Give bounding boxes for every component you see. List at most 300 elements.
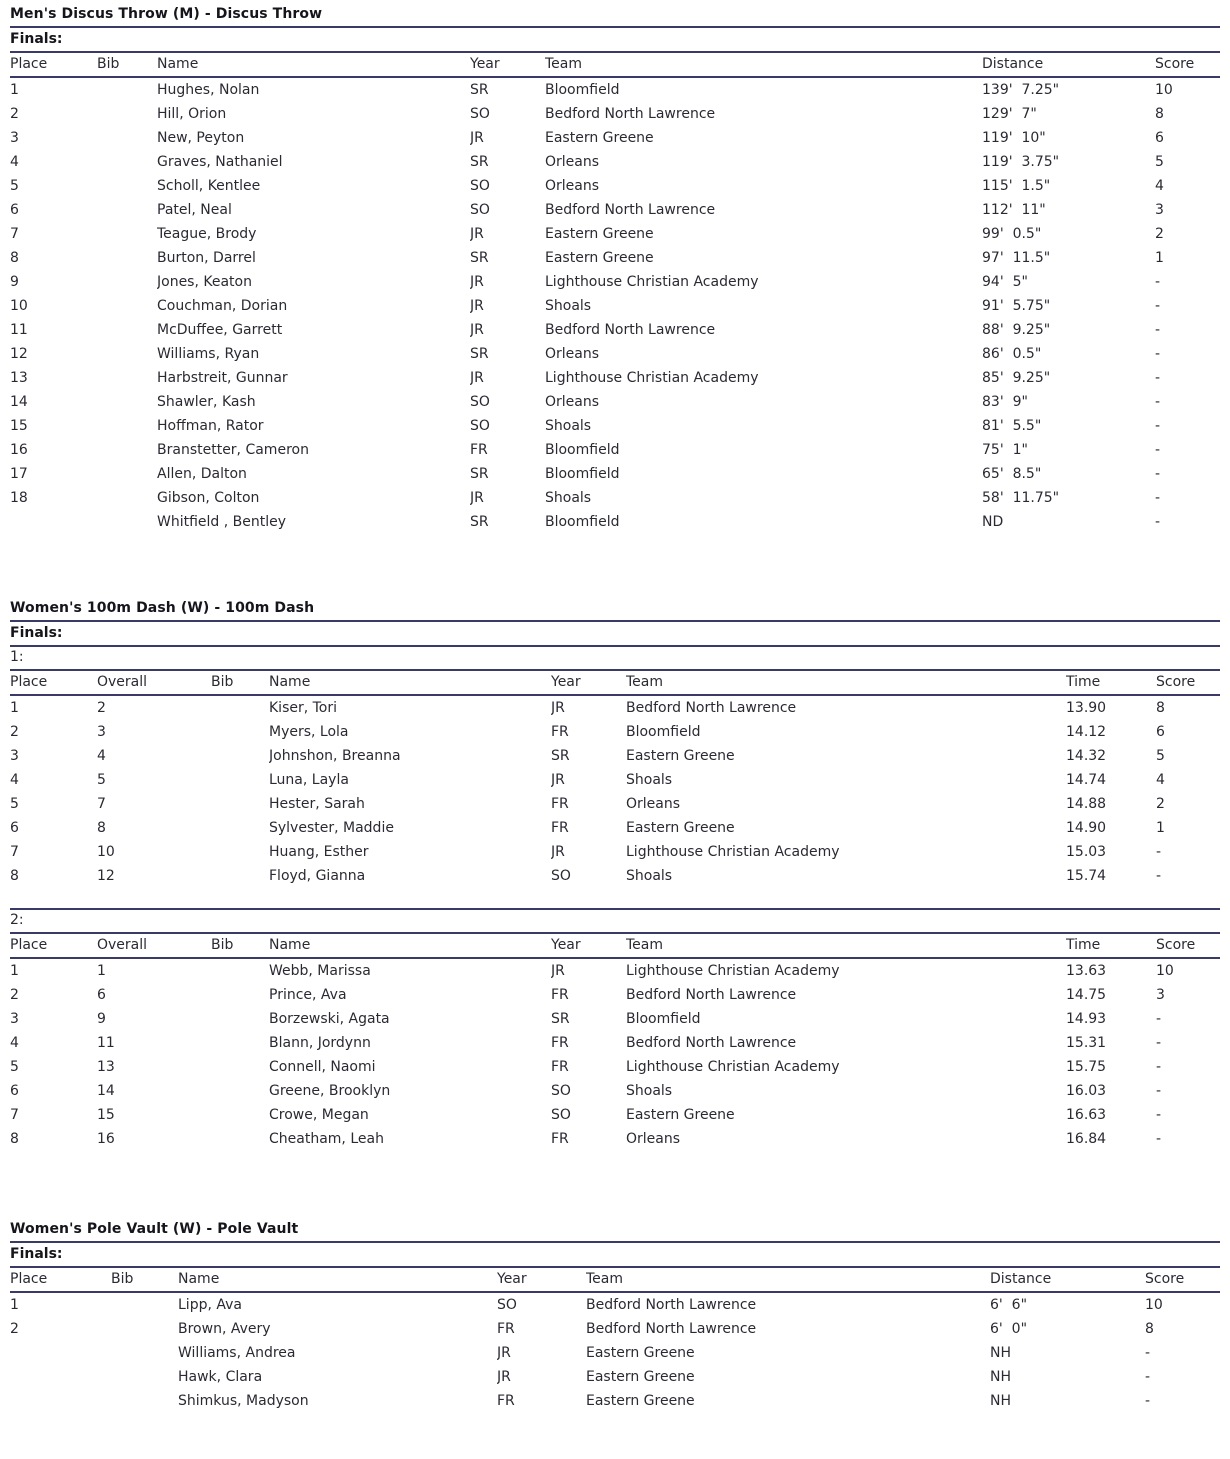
cell-team: Bedford North Lawrence [586,1321,757,1337]
results-table [10,1268,1220,1413]
table-row [10,366,1220,390]
table-row [10,342,1220,366]
cell-name: Williams, Andrea [178,1345,296,1361]
cell-score: - [1155,322,1161,338]
cell-name: Huang, Esther [269,844,369,860]
cell-name: Brown, Avery [178,1321,271,1337]
cell-name: McDuffee, Garrett [157,322,283,338]
column-header-bib: Bib [211,671,269,695]
cell-name: Scholl, Kentlee [157,178,261,194]
cell-name: Crowe, Megan [269,1107,369,1123]
table-row [10,438,1220,462]
cell-bib [211,1103,269,1127]
cell-distance: 81' 5.5" [982,418,1042,434]
cell-name: New, Peyton [157,130,245,146]
table-row [10,1389,1220,1413]
cell-score: - [1145,1345,1151,1361]
table-row [10,102,1220,126]
cell-bib [111,1341,178,1365]
cell-year: JR [470,322,484,338]
cell-overall: 1 [97,963,106,979]
table-row [10,1292,1220,1317]
table-row [10,486,1220,510]
cell-score: - [1155,490,1161,506]
cell-score: 4 [1156,772,1165,788]
cell-year: FR [551,1035,569,1051]
heat-block-2 [10,908,1220,1151]
cell-place: 1 [10,1297,19,1313]
cell-bib [97,510,157,534]
cell-team: Lighthouse Christian Academy [626,1059,840,1075]
cell-place: 12 [10,346,28,362]
cell-name: Branstetter, Cameron [157,442,309,458]
cell-score: - [1156,1131,1162,1147]
cell-team: Bloomfield [545,514,620,530]
table-row [10,1031,1220,1055]
cell-distance: 119' 10" [982,130,1046,146]
cell-place: 1 [10,700,19,716]
column-header-bib: Bib [111,1268,178,1292]
table-row [10,840,1220,864]
cell-team: Eastern Greene [545,226,654,242]
cell-name: Teague, Brody [157,226,257,242]
column-header-bib: Bib [211,934,269,958]
cell-distance: NH [990,1393,1011,1409]
cell-team: Eastern Greene [586,1345,695,1361]
column-header-team: Team [545,53,982,77]
cell-year: JR [470,226,484,242]
column-header-time: Time [1066,934,1156,958]
cell-time: 16.03 [1066,1083,1107,1099]
cell-bib [97,270,157,294]
cell-score: - [1155,346,1161,362]
cell-place: 10 [10,298,28,314]
cell-name: Hughes, Nolan [157,82,260,98]
cell-year: JR [470,274,484,290]
results-block [10,1268,1220,1413]
cell-score: 3 [1156,987,1165,1003]
cell-team: Bedford North Lawrence [626,700,797,716]
cell-name: Allen, Dalton [157,466,247,482]
cell-time: 13.90 [1066,700,1107,716]
cell-score: - [1145,1393,1151,1409]
cell-score: - [1156,1083,1162,1099]
cell-name: Williams, Ryan [157,346,260,362]
cell-time: 16.84 [1066,1131,1107,1147]
cell-team: Bedford North Lawrence [626,1035,797,1051]
cell-year: SR [551,1011,570,1027]
column-header-year: Year [551,934,626,958]
column-header-name: Name [269,671,551,695]
cell-name: Hill, Orion [157,106,227,122]
cell-team: Lighthouse Christian Academy [626,963,840,979]
cell-place: 4 [10,154,19,170]
cell-time: 14.90 [1066,820,1107,836]
cell-name: Harbstreit, Gunnar [157,370,288,386]
table-row [10,198,1220,222]
cell-team: Bloomfield [545,442,620,458]
cell-distance: ND [982,514,1004,530]
table-row [10,318,1220,342]
cell-team: Bedford North Lawrence [545,202,716,218]
cell-year: SR [470,250,489,266]
column-header-distance: Distance [982,53,1155,77]
table-row [10,1127,1220,1151]
cell-team: Eastern Greene [626,748,735,764]
cell-score: 3 [1155,202,1164,218]
cell-name: Prince, Ava [269,987,347,1003]
cell-overall: 11 [97,1035,115,1051]
cell-overall: 3 [97,724,106,740]
table-row [10,1341,1220,1365]
cell-time: 14.88 [1066,796,1107,812]
cell-year: JR [551,963,565,979]
column-header-team: Team [586,1268,990,1292]
column-header-place: Place [10,53,97,77]
cell-team: Bedford North Lawrence [545,106,716,122]
table-row [10,246,1220,270]
cell-bib [97,342,157,366]
cell-distance: 112' 11" [982,202,1046,218]
table-row [10,744,1220,768]
cell-score: 5 [1156,748,1165,764]
cell-name: Connell, Naomi [269,1059,376,1075]
cell-bib [97,366,157,390]
cell-name: Sylvester, Maddie [269,820,394,836]
cell-overall: 4 [97,748,106,764]
cell-distance: 119' 3.75" [982,154,1060,170]
round-label: Finals: [10,28,1220,53]
cell-distance: 83' 9" [982,394,1028,410]
table-row [10,222,1220,246]
cell-place: 8 [10,1131,19,1147]
cell-team: Shoals [626,772,673,788]
cell-bib [211,768,269,792]
cell-distance: 91' 5.75" [982,298,1051,314]
cell-time: 14.74 [1066,772,1107,788]
cell-time: 15.75 [1066,1059,1107,1075]
cell-bib [211,840,269,864]
cell-place: 1 [10,82,19,98]
cell-bib [211,1079,269,1103]
cell-name: Hawk, Clara [178,1369,263,1385]
cell-team: Bedford North Lawrence [545,322,716,338]
event-title: Men's Discus Throw (M) - Discus Throw [10,6,1220,28]
cell-year: JR [470,370,484,386]
column-header-bib: Bib [97,53,157,77]
cell-distance: 97' 11.5" [982,250,1051,266]
cell-name: Patel, Neal [157,202,232,218]
cell-score: 1 [1155,250,1164,266]
cell-time: 16.63 [1066,1107,1107,1123]
cell-distance: 6' 6" [990,1297,1028,1313]
cell-year: SR [470,466,489,482]
cell-time: 13.63 [1066,963,1107,979]
cell-score: 2 [1155,226,1164,242]
cell-team: Orleans [545,154,600,170]
cell-bib [111,1317,178,1341]
header-row [10,53,1220,77]
cell-score: 10 [1155,82,1173,98]
cell-bib [97,318,157,342]
table-row [10,174,1220,198]
cell-bib [97,174,157,198]
cell-distance: 115' 1.5" [982,178,1051,194]
cell-bib [211,1031,269,1055]
cell-score: - [1155,514,1161,530]
header-row [10,934,1220,958]
column-header-score: Score [1155,53,1220,77]
cell-name: Luna, Layla [269,772,349,788]
cell-year: FR [551,724,569,740]
cell-score: 2 [1156,796,1165,812]
cell-place: 18 [10,490,28,506]
cell-bib [211,720,269,744]
cell-team: Bloomfield [626,724,701,740]
cell-bib [97,246,157,270]
cell-distance: 129' 7" [982,106,1037,122]
cell-overall: 6 [97,987,106,1003]
cell-year: SR [470,154,489,170]
cell-score: - [1156,844,1162,860]
cell-bib [211,983,269,1007]
cell-place: 7 [10,844,19,860]
column-header-place: Place [10,1268,111,1292]
table-row [10,462,1220,486]
cell-bib [211,958,269,983]
cell-score: 10 [1156,963,1174,979]
table-row [10,864,1220,888]
cell-team: Lighthouse Christian Academy [545,274,759,290]
cell-overall: 12 [97,868,115,884]
table-row [10,958,1220,983]
cell-place: 2 [10,1321,19,1337]
cell-time: 14.93 [1066,1011,1107,1027]
cell-place: 4 [10,772,19,788]
cell-time: 15.74 [1066,868,1107,884]
table-row [10,150,1220,174]
cell-name: Graves, Nathaniel [157,154,283,170]
cell-name: Blann, Jordynn [269,1035,371,1051]
cell-year: SR [470,346,489,362]
cell-bib [97,414,157,438]
cell-score: - [1155,466,1161,482]
cell-place: 16 [10,442,28,458]
cell-year: FR [551,987,569,1003]
cell-overall: 5 [97,772,106,788]
cell-team: Shoals [626,1083,673,1099]
cell-place [10,1389,111,1413]
table-row [10,1365,1220,1389]
cell-year: JR [470,298,484,314]
cell-time: 14.32 [1066,748,1107,764]
cell-team: Eastern Greene [545,250,654,266]
cell-name: Cheatham, Leah [269,1131,384,1147]
table-row [10,414,1220,438]
cell-name: Burton, Darrel [157,250,256,266]
table-row [10,126,1220,150]
cell-place: 6 [10,820,19,836]
cell-place: 5 [10,796,19,812]
cell-score: - [1145,1369,1151,1385]
cell-score: - [1155,418,1161,434]
event-title: Women's 100m Dash (W) - 100m Dash [10,600,1220,622]
cell-year: FR [551,1059,569,1075]
header-row [10,671,1220,695]
event-section-mens-discus [10,6,1220,534]
cell-score: 1 [1156,820,1165,836]
cell-place: 3 [10,1011,19,1027]
cell-bib [111,1292,178,1317]
cell-year: SO [470,106,490,122]
cell-year: SO [551,868,571,884]
cell-year: FR [551,796,569,812]
cell-place: 3 [10,130,19,146]
cell-year: SO [470,178,490,194]
results-block [10,53,1220,534]
cell-year: SO [470,394,490,410]
cell-overall: 16 [97,1131,115,1147]
cell-score: - [1156,1035,1162,1051]
cell-year: JR [470,130,484,146]
cell-bib [211,792,269,816]
cell-bib [211,1055,269,1079]
cell-score: - [1156,868,1162,884]
cell-place: 8 [10,868,19,884]
cell-score: - [1155,442,1161,458]
heat-label: 2: [10,910,1220,934]
cell-name: Webb, Marissa [269,963,371,979]
cell-year: JR [551,844,565,860]
table-row [10,294,1220,318]
cell-place: 14 [10,394,28,410]
cell-time: 15.31 [1066,1035,1107,1051]
cell-place: 7 [10,226,19,242]
cell-team: Bedford North Lawrence [626,987,797,1003]
cell-year: FR [497,1393,515,1409]
cell-distance: 58' 11.75" [982,490,1060,506]
cell-team: Orleans [626,1131,681,1147]
column-header-year: Year [551,671,626,695]
cell-score: 6 [1155,130,1164,146]
cell-bib [97,294,157,318]
column-header-score: Score [1145,1268,1220,1292]
cell-team: Orleans [545,346,600,362]
cell-distance: 86' 0.5" [982,346,1042,362]
cell-bib [97,198,157,222]
column-header-name: Name [178,1268,497,1292]
cell-place: 6 [10,202,19,218]
column-header-overall: Overall [97,671,211,695]
results-table [10,53,1220,534]
cell-team: Shoals [545,490,592,506]
cell-bib [97,486,157,510]
cell-score: 10 [1145,1297,1163,1313]
column-header-distance: Distance [990,1268,1145,1292]
cell-year: SO [497,1297,517,1313]
table-row [10,1079,1220,1103]
cell-year: FR [497,1321,515,1337]
cell-place: 4 [10,1035,19,1051]
cell-place: 6 [10,1083,19,1099]
cell-bib [111,1389,178,1413]
results-table [10,934,1220,1151]
cell-bib [211,816,269,840]
heat-label: 1: [10,647,1220,671]
cell-distance: 94' 5" [982,274,1028,290]
column-header-team: Team [626,934,1066,958]
table-row [10,390,1220,414]
cell-place: 3 [10,748,19,764]
cell-place: 2 [10,724,19,740]
cell-overall: 8 [97,820,106,836]
cell-place: 15 [10,418,28,434]
cell-team: Eastern Greene [626,1107,735,1123]
cell-score: 8 [1156,700,1165,716]
cell-team: Orleans [545,394,600,410]
cell-bib [97,126,157,150]
table-row [10,768,1220,792]
table-row [10,816,1220,840]
cell-distance: 139' 7.25" [982,82,1060,98]
cell-score: 4 [1155,178,1164,194]
cell-team: Bedford North Lawrence [586,1297,757,1313]
cell-overall: 2 [97,700,106,716]
cell-year: SO [551,1107,571,1123]
results-table [10,671,1220,888]
cell-place: 11 [10,322,28,338]
cell-bib [111,1365,178,1389]
cell-place: 5 [10,1059,19,1075]
column-header-place: Place [10,671,97,695]
cell-name: Hester, Sarah [269,796,365,812]
round-label: Finals: [10,622,1220,647]
cell-team: Eastern Greene [586,1393,695,1409]
cell-distance: 85' 9.25" [982,370,1051,386]
cell-score: 8 [1145,1321,1154,1337]
cell-year: SO [470,202,490,218]
cell-year: SO [470,418,490,434]
cell-year: SR [470,514,489,530]
cell-name: Jones, Keaton [157,274,252,290]
column-header-name: Name [157,53,470,77]
column-header-year: Year [470,53,545,77]
cell-place: 9 [10,274,19,290]
cell-score: 5 [1155,154,1164,170]
table-row [10,1103,1220,1127]
cell-name: Kiser, Tori [269,700,338,716]
cell-time: 14.12 [1066,724,1107,740]
cell-name: Floyd, Gianna [269,868,366,884]
cell-overall: 15 [97,1107,115,1123]
event-title: Women's Pole Vault (W) - Pole Vault [10,1221,1220,1243]
cell-overall: 14 [97,1083,115,1099]
cell-name: Couchman, Dorian [157,298,288,314]
cell-place [10,1341,111,1365]
cell-place: 8 [10,250,19,266]
cell-team: Eastern Greene [626,820,735,836]
cell-distance: 65' 8.5" [982,466,1042,482]
cell-time: 14.75 [1066,987,1107,1003]
cell-score: 8 [1155,106,1164,122]
cell-bib [97,390,157,414]
cell-name: Shawler, Kash [157,394,256,410]
cell-name: Shimkus, Madyson [178,1393,309,1409]
table-row [10,77,1220,102]
cell-name: Myers, Lola [269,724,349,740]
column-header-score: Score [1156,671,1220,695]
cell-overall: 9 [97,1011,106,1027]
